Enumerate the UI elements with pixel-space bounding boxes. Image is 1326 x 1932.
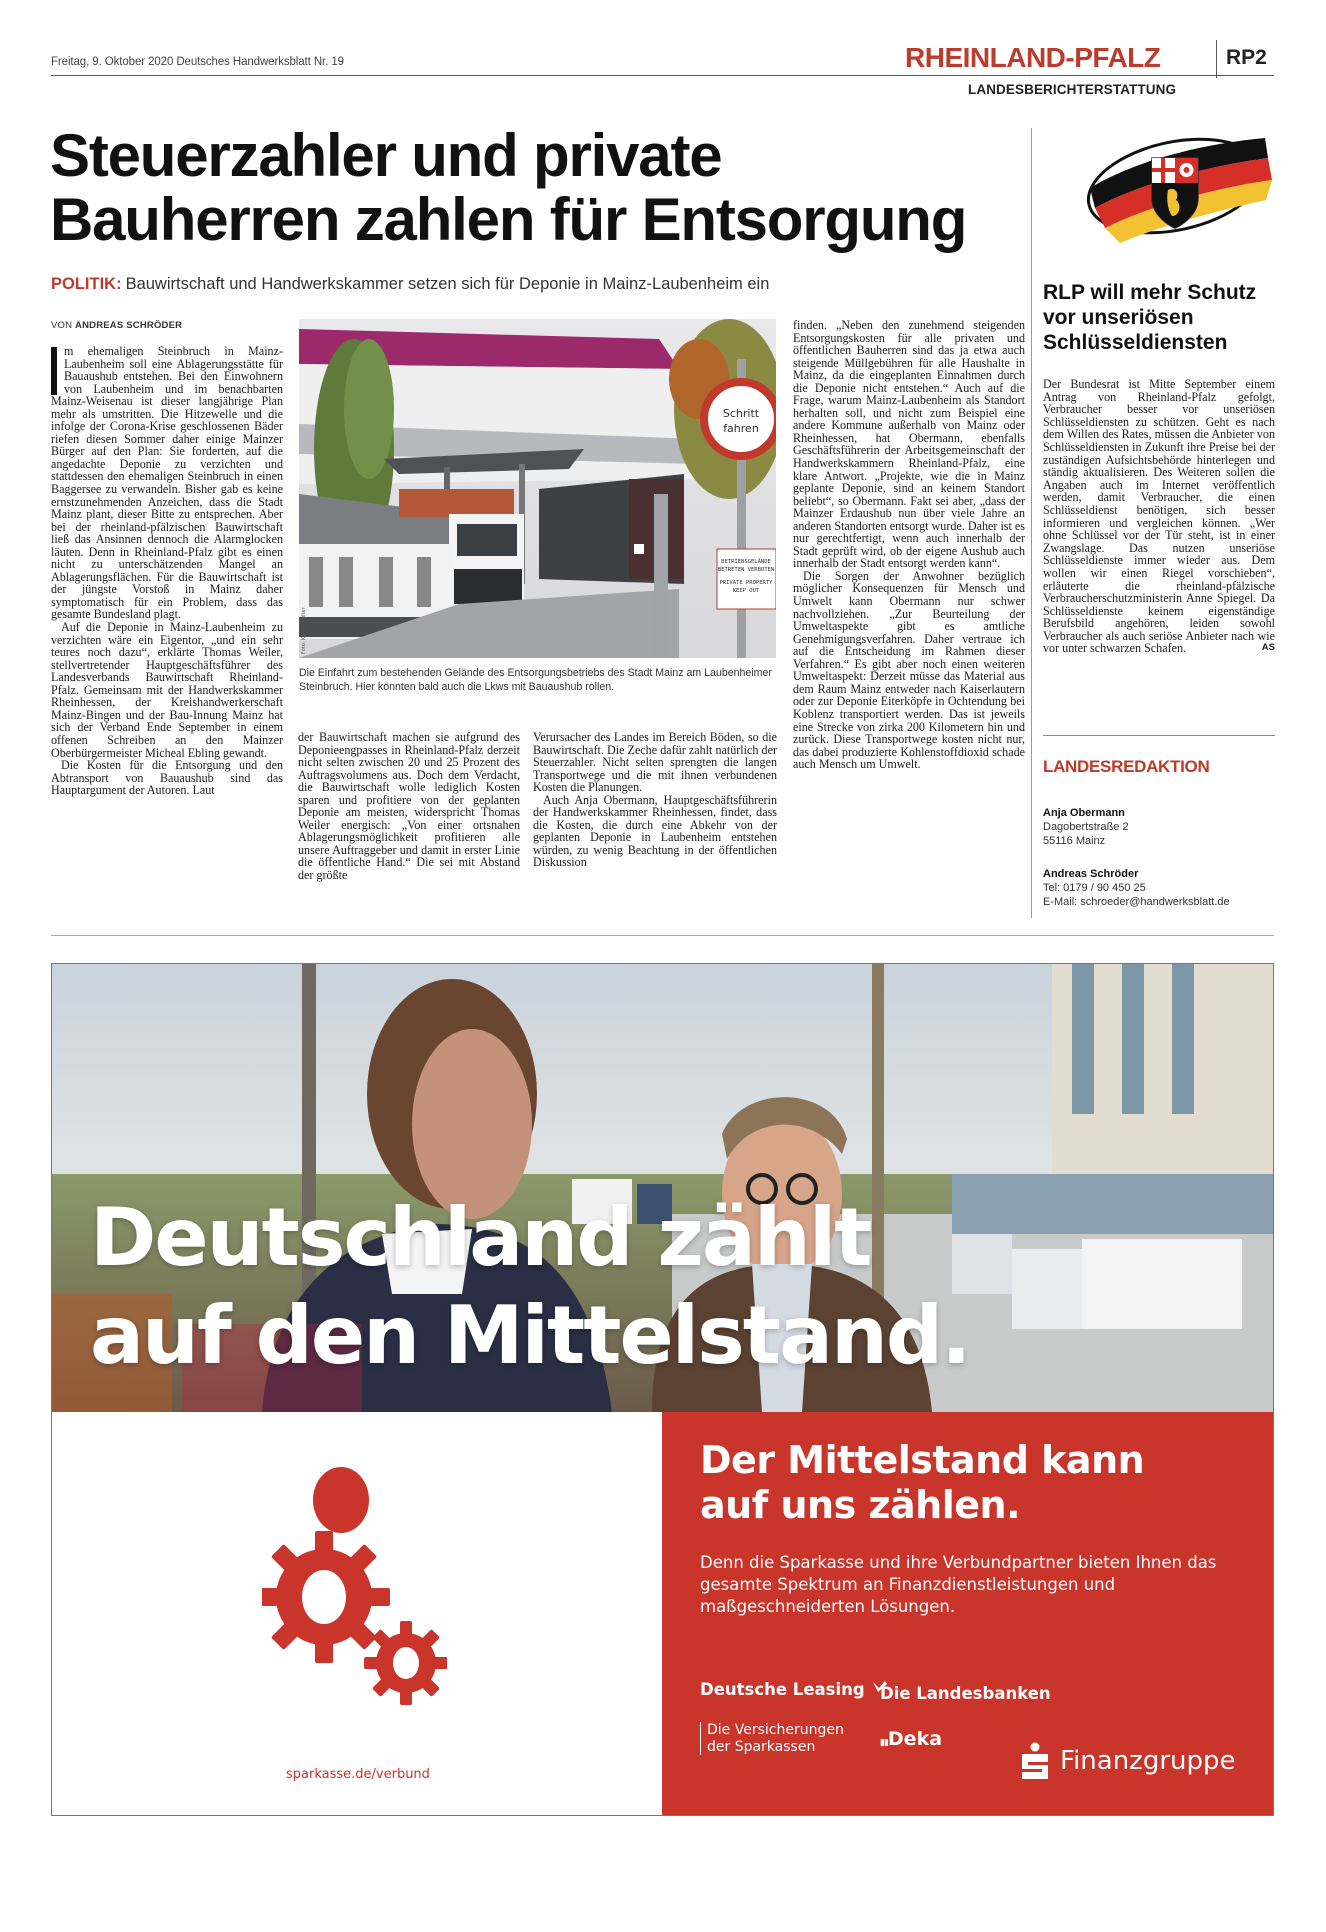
issue-meta: Freitag, 9. Oktober 2020 Deutsches Handwerksblatt Nr. 19 [51, 56, 344, 68]
landesredaktion-title: LANDESREDAKTION [1043, 757, 1210, 776]
ad-slogan [90, 1189, 970, 1385]
ad-photo [52, 964, 1273, 1412]
sidebar-article [1043, 378, 1275, 655]
paragraph [51, 345, 283, 621]
section-rule [51, 935, 1274, 936]
ad-right-panel [662, 1412, 1273, 1815]
partner-label-line-2: der Sparkassen [707, 1738, 816, 1755]
sparkasse-s-logo-icon [1020, 1742, 1050, 1780]
headline-line-2: Bauherren zahlen für Entsorgung [50, 186, 967, 253]
article-column-4 [793, 319, 1025, 771]
ad-claim [700, 1438, 1144, 1528]
partner-deka [880, 1728, 942, 1750]
header-rule [51, 75, 1274, 76]
ad-description: Denn die Sparkasse und ihre Verbundpartner bieten Ihnen das gesamte Spektrum an Finanzdienstleistungen und maßgeschneiderten Lösungen. [700, 1553, 1217, 1616]
paragraph: Die Sorgen der Anwohner bezüglich möglicher Konsequenzen für Mensch und Umwelt kann Obermann nur schwer nachvollziehen. „Zur Beurteilung der Umweltaspekte gibt es amtliche Genehmigungsverfahren. Daher vertraue ich auf die Entscheidung im Rahmen dieser Verfahren.“ Es gibt aber noch einen weiteren Umweltaspekt: Derzeit müsse das Material aus dem Raum Mainz entweder nach Kaiserlautern oder zur Deponie Eiterköpfe in Ochtendung bei Koblenz transportiert werden. Das ist jeweils eine Strecke von zirka 200 Kilometern hin und zurück. Diese Transportwege kosten nicht nur, das dabei produzierte Kohlenstoffdioxid schade auch Mensch um Umwelt. [793, 568, 1025, 772]
sidebar-rule [1043, 735, 1275, 736]
ad-left-panel [52, 1412, 662, 1815]
svg-text:BETRETEN VERBOTEN: BETRETEN VERBOTEN [717, 567, 775, 573]
contact-city: 55116 Mainz [1043, 835, 1106, 848]
subheadline-text: Bauwirtschaft und Handwerkskammer setzen sich für Deponie in Mainz-Laubenheim ein [125, 275, 770, 293]
svg-text:PRIVATE PROPERTY: PRIVATE PROPERTY [719, 580, 773, 586]
sparkasse-advertisement [51, 963, 1274, 1816]
claim-line-2: auf uns zählen. [700, 1483, 1021, 1527]
paragraph: finden. „Neben den zunehmend steigenden Entsorgungskosten für alle privaten und öffentlichen Bauherren sind das ja etwa auch steigende Müllgebühren für alle Haushalte in Mainz, da die eingeplanten Einnahmen durch die Deponie nicht entstehen.“ Auch auf die Frage, warum Mainz-Laubenheim als Standort herhalten soll, und nicht zum Beispiel eine andere Kommune außerhalb von Mainz oder Rheinhessen, hat Obermann, ebenfalls Geschäftsführerin der Arbeitsgemeinschaft der Handwerkskammern Rheinland-Pfalz, eine klare Antwort. „Projekte, wie die in Mainz geplante Deponie, sind an keinem Standort beliebt“, so Obermann. Fakt sei aber, „dass der Mainzer Erdaushub nun über viele Jahre an anderen Standorten entsorgt wurde. Daher ist es nur gerechtfertigt, wenn auch innerhalb der Stadt geprüft wird, ob der eigene Aushub auch innerhalb der Stadt entsorgt werden kann“. [793, 318, 1025, 571]
claim-line-1: Der Mittelstand kann [700, 1438, 1145, 1482]
paragraph: Auf die Deponie in Mainz-Laubenheim zu verzichten wäre ein Eigentor, „und ein sehr teures noch dazu“, erklärte Thomas Weiler, stellvertretender Hauptgeschäftsführer des Landesverbands Bauwirtschaft Rheinland-Pfalz. Gemeinsam mit der Handwerkskammer Rheinhessen, der Kreishandwerkerschaft Mainz-Bingen und der Bau-Innung Mainz hat sich der Verband Ende September in einem offenen Schreiben an den Mainzer Oberbürgermeister Micheal Ebling gewandt. [51, 620, 283, 760]
svg-text:KEEP OUT: KEEP OUT [732, 588, 760, 594]
paragraph: der Bauwirtschaft machen sie aufgrund des Deponieengpasses in Rheinland-Pfalz derzeit nicht selten zwischen 20 und 25 Prozent des Auftragsvolumens aus. Doch dem Verdacht, die Bauwirtschaft wolle lediglich Kosten sparen und profitiere von der geplanten Deponie am meisten, widerspricht Thomas Weiler energisch: „Von einer ortsnahen Ablagerungsmöglichkeit profitieren alle unsere Auftraggeber und damit in erster Linie die öffentliche Hand.“ Die sei mit Abstand der größte [298, 730, 520, 883]
partner-deutsche-leasing [700, 1680, 888, 1699]
article-column-2 [298, 731, 520, 882]
contact-email[interactable]: E-Mail: schroeder@handwerksblatt.de [1043, 896, 1230, 909]
deka-bars-icon: ▮▮ [880, 1738, 888, 1748]
page-number: RP2 [1226, 46, 1267, 69]
dropcap-initial-i [51, 347, 57, 395]
partner-landesbanken: Die Landesbanken [880, 1684, 1051, 1703]
paragraph-text: m ehemaligen Steinbruch in Mainz-Laubenheim soll eine Ablagerungsstätte für Bauaushub entstehen. Bei den Einwohnern von Laubenheim und im benachbarten Mainz-Weisenau ist dieser langjährige Plan mehr als umstritten. Die Hitzewelle und die infolge der Corona-Krise geschlossenen Bäder riefen diesen Sommer daher einige Mainzer Bürger auf den Plan: Sie forderten, auf die angedachte Deponie zu verzichten und stattdessen den ehemaligen Steinbruch in einen Baggersee zu verwandeln. Bisher gab es keine ernstzunehmenden Anzeichen, dass die Stadt Mainz plant, dieser Bitte zu entsprechen. Aber bei der rheinland-pfälzischen Bauwirtschaft ließ das Ansinnen dennoch die Alarmglocken läuten. Denn in Rheinland-Pfalz gibt es einen nicht zu unterschätzenden Mangel an Ablagerungsflächen. Für die Bauwirtschaft ist der jüngste Vorstoß in Mainz daher symptomatisch für ein Problem, dass das gesamte Bundesland plagt. [51, 344, 283, 622]
sidebar-headline: RLP will mehr Schutz vor unseriösen Schlüsseldiensten [1043, 281, 1257, 354]
region-title: RHEINLAND-PFALZ [905, 42, 1161, 73]
photo-caption: Die Einfahrt zum bestehenden Gelände des Entsorgungsbetriebs des Stadt Mainz am Laubenheimer Steinbruch. Hier könnten bald auch die Lkws mit Bauaushub rollen. [299, 667, 772, 693]
byline-author: ANDREAS SCHRÖDER [75, 320, 183, 331]
svg-text:BETRIEBSGELÄNDE: BETRIEBSGELÄNDE [721, 559, 771, 565]
slogan-line-2: auf den Mittelstand. [90, 1289, 970, 1382]
byline [51, 320, 182, 331]
header-separator [1216, 40, 1217, 78]
sparkasse-verbund-link[interactable]: sparkasse.de/verbund [286, 1767, 430, 1782]
sidebar-body-text: Der Bundesrat ist Mitte September einem Antrag von Rheinland-Pfalz gefolgt, Verbraucher besser vor unseriösen Schlüsseldiensten zu schützen. Geht es nach dem Willen des Rates, müssen die Anbieter von Schlüsseldiensten in Zukunft ihre Preise bei der zuständigen Aufsichtsbehörde hinterlegen und ständig aktualisieren. Des Weiteren sollen die Angaben auch im Internet veröffentlich werden, damit Verbraucher, die einen Schlüsseldienst benötigen, sich besser informieren und vergleichen können. „Wer ohne Schlüssel vor der Tür steht, ist in einer Zwangslage. Das nutzen unseriöse Schlüsseldienste immer wieder aus. Dem wollen wir einen Riegel vorschieben“, erläuterte die rheinland-pfälzische Verbraucherschutzministerin Anne Spiegel. Da Schlüsseldienste keinem eigenständige Berufsbild angehören, leiden sowohl Verbraucher als auch seriöse Anbieter nach wie vor unter schwarzen Schafen. [1043, 377, 1275, 656]
contact-obermann [1043, 806, 1129, 849]
author-signature: AS [1261, 642, 1275, 654]
article-column-1 [51, 345, 283, 797]
partner-label-line-1: Die Versicherungen [707, 1722, 844, 1738]
paragraph: Die Kosten für die Entsorgung und den Abtransport von Bauaushub sind das Hauptargument der Autoren. Laut [51, 758, 283, 798]
landfill-entrance-photo [299, 319, 776, 658]
svg-text:Foto: Katrin Wolter: Foto: Katrin Wolter [301, 607, 307, 654]
slogan-line-1: Deutschland zählt [90, 1191, 871, 1284]
svg-text:Schritt: Schritt [722, 407, 760, 420]
headline-line-1: Steuerzahler und private [50, 122, 722, 189]
column-divider [1031, 128, 1032, 918]
contact-schroeder [1043, 867, 1230, 910]
paragraph: Auch Anja Obermann, Hauptgeschäftsführerin der Handwerkskammer Rheinhessen, findet, dass die Kosten, die durch eine Abkehr von der geplanten Deponie in Laubenheim entstehen würden, zu wenig Beachtung in der öffentlichen Diskussion [533, 792, 777, 870]
article-subheadline [51, 275, 769, 294]
article-column-3 [533, 731, 777, 869]
contact-street: Dagobertstraße 2 [1043, 821, 1129, 834]
contact-name: Andreas Schröder [1043, 868, 1139, 880]
rlp-flag-logo-icon [1080, 128, 1275, 248]
article-photo [299, 319, 776, 658]
person-gears-icon [262, 1467, 447, 1712]
finanzgruppe-label: Finanzgruppe [1060, 1746, 1236, 1776]
partner-label: Deka [887, 1728, 943, 1750]
svg-text:fahren: fahren [723, 422, 759, 435]
partner-label: Deutsche Leasing [700, 1680, 865, 1699]
partner-versicherungen [700, 1722, 844, 1755]
kicker: POLITIK: [51, 275, 122, 293]
contact-name: Anja Obermann [1043, 807, 1125, 819]
paragraph: Verursacher des Landes im Bereich Böden, so die Bauwirtschaft. Die Zeche dafür zahlt natürlich der Steuerzahler. Nicht selten sprengten die langen Transportwege und die mit ihnen verbundenen Kosten die Planungen. [533, 730, 777, 795]
sparkasse-finanzgruppe-logo [1020, 1742, 1236, 1780]
article-headline [50, 124, 1030, 252]
byline-prefix: VON [51, 320, 73, 331]
section-label: LANDESBERICHTERSTATTUNG [968, 82, 1177, 97]
contact-phone: Tel: 0179 / 90 450 25 [1043, 882, 1146, 895]
